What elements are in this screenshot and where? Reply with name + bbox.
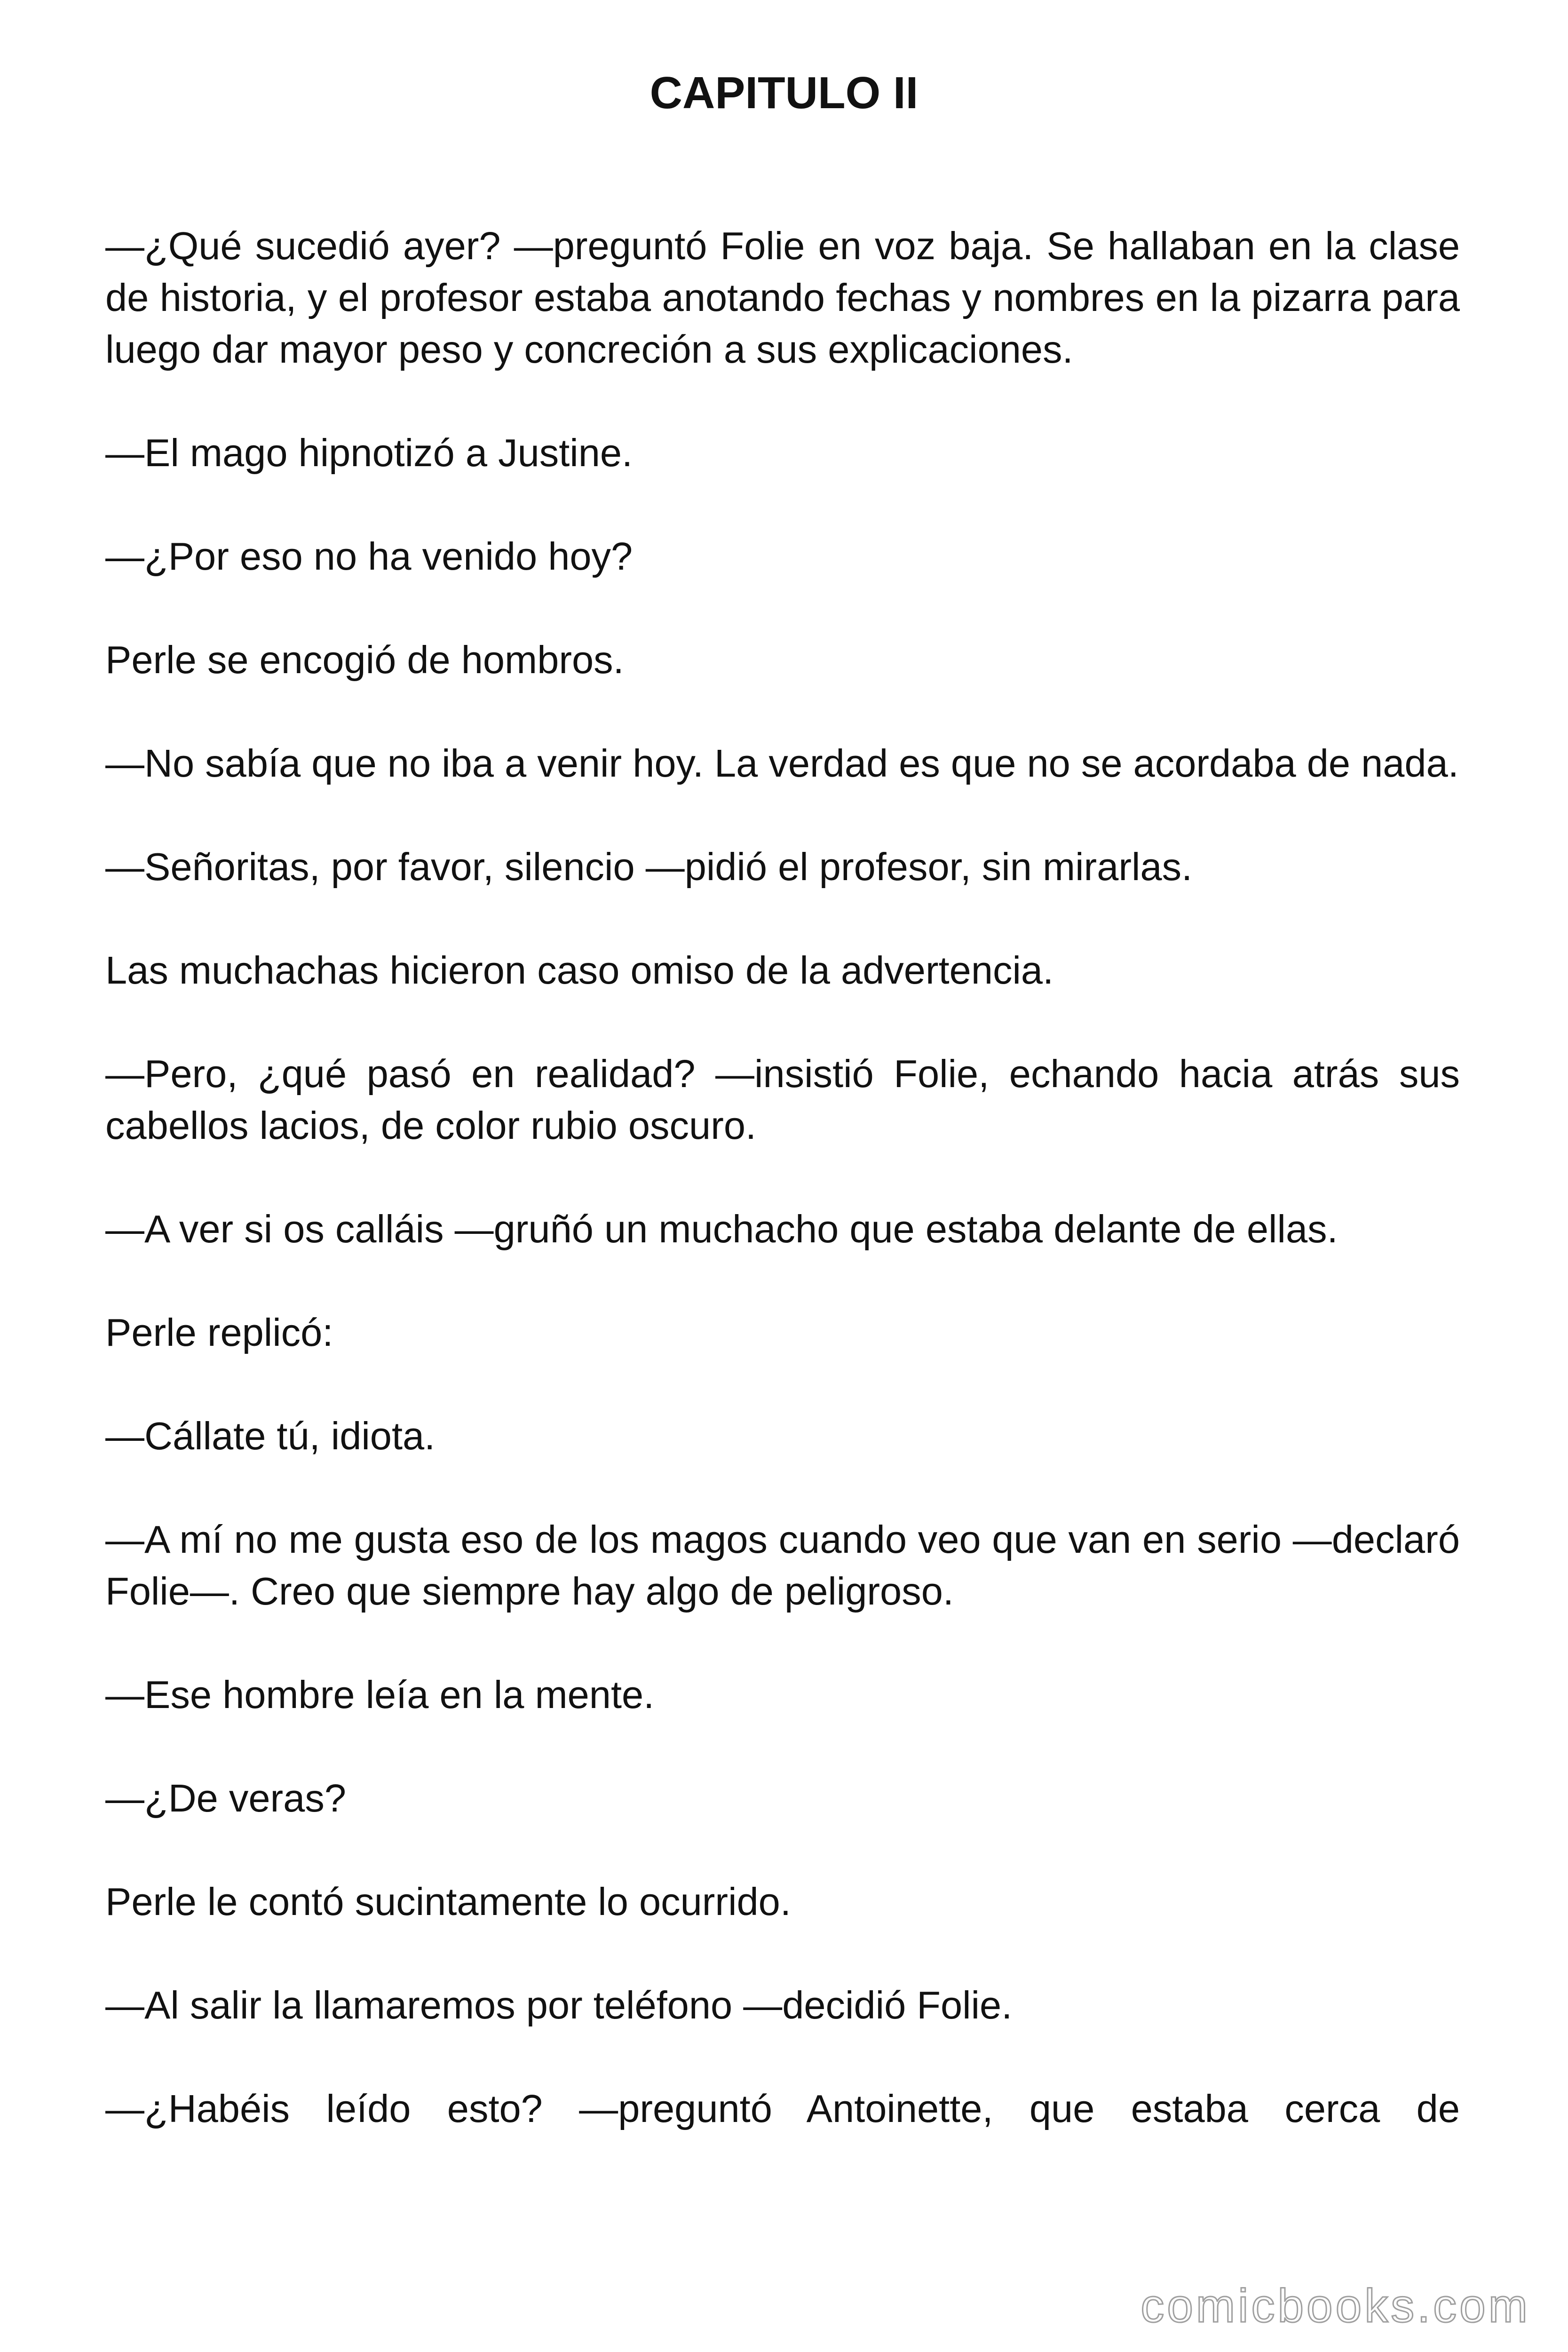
paragraph: —¿De veras? [105, 1776, 346, 1820]
paragraph: —Señoritas, por favor, silencio —pidió el profesor, sin mirarlas. [105, 845, 1193, 889]
paragraph: —Ese hombre leía en la mente. [105, 1673, 655, 1716]
body-text [105, 220, 1460, 2135]
paragraph: —Al salir la llamaremos por teléfono —decidió Folie. [105, 1983, 1013, 2027]
paragraph: —El mago hipnotizó a Justine. [105, 431, 633, 475]
paragraph: —¿Qué sucedió ayer? —preguntó Folie en voz baja. Se hallaban en la clase de historia, y el profesor estaba anotando fechas y nombres en la pizarra para luego dar mayor peso y concreción a sus explicaciones. [105, 224, 1460, 371]
chapter-title: CAPITULO II [649, 68, 919, 118]
paragraph: —A mí no me gusta eso de los magos cuando veo que van en serio —declaró Folie—. Creo que siempre hay algo de peligroso. [105, 1518, 1460, 1613]
paragraph: —Cállate tú, idiota. [105, 1414, 436, 1458]
paragraph: —A ver si os calláis —gruñó un muchacho que estaba delante de ellas. [105, 1207, 1338, 1251]
paragraph: —¿Habéis leído esto? —preguntó Antoinette, que estaba cerca de [105, 2087, 1460, 2130]
paragraph: Perle replicó: [105, 1311, 333, 1354]
paragraph: Perle le contó sucintamente lo ocurrido. [105, 1880, 791, 1923]
paragraph: —¿Por eso no ha venido hoy? [105, 534, 633, 578]
paragraph: Perle se encogió de hombros. [105, 638, 624, 682]
paragraph: —Pero, ¿qué pasó en realidad? —insistió Folie, echando hacia atrás sus cabellos lacios, de color rubio oscuro. [105, 1052, 1460, 1147]
watermark: comicbooks.com [1140, 2280, 1530, 2332]
paragraph: Las muchachas hicieron caso omiso de la advertencia. [105, 948, 1054, 992]
paragraph: —No sabía que no iba a venir hoy. La verdad es que no se acordaba de nada. [105, 741, 1459, 785]
